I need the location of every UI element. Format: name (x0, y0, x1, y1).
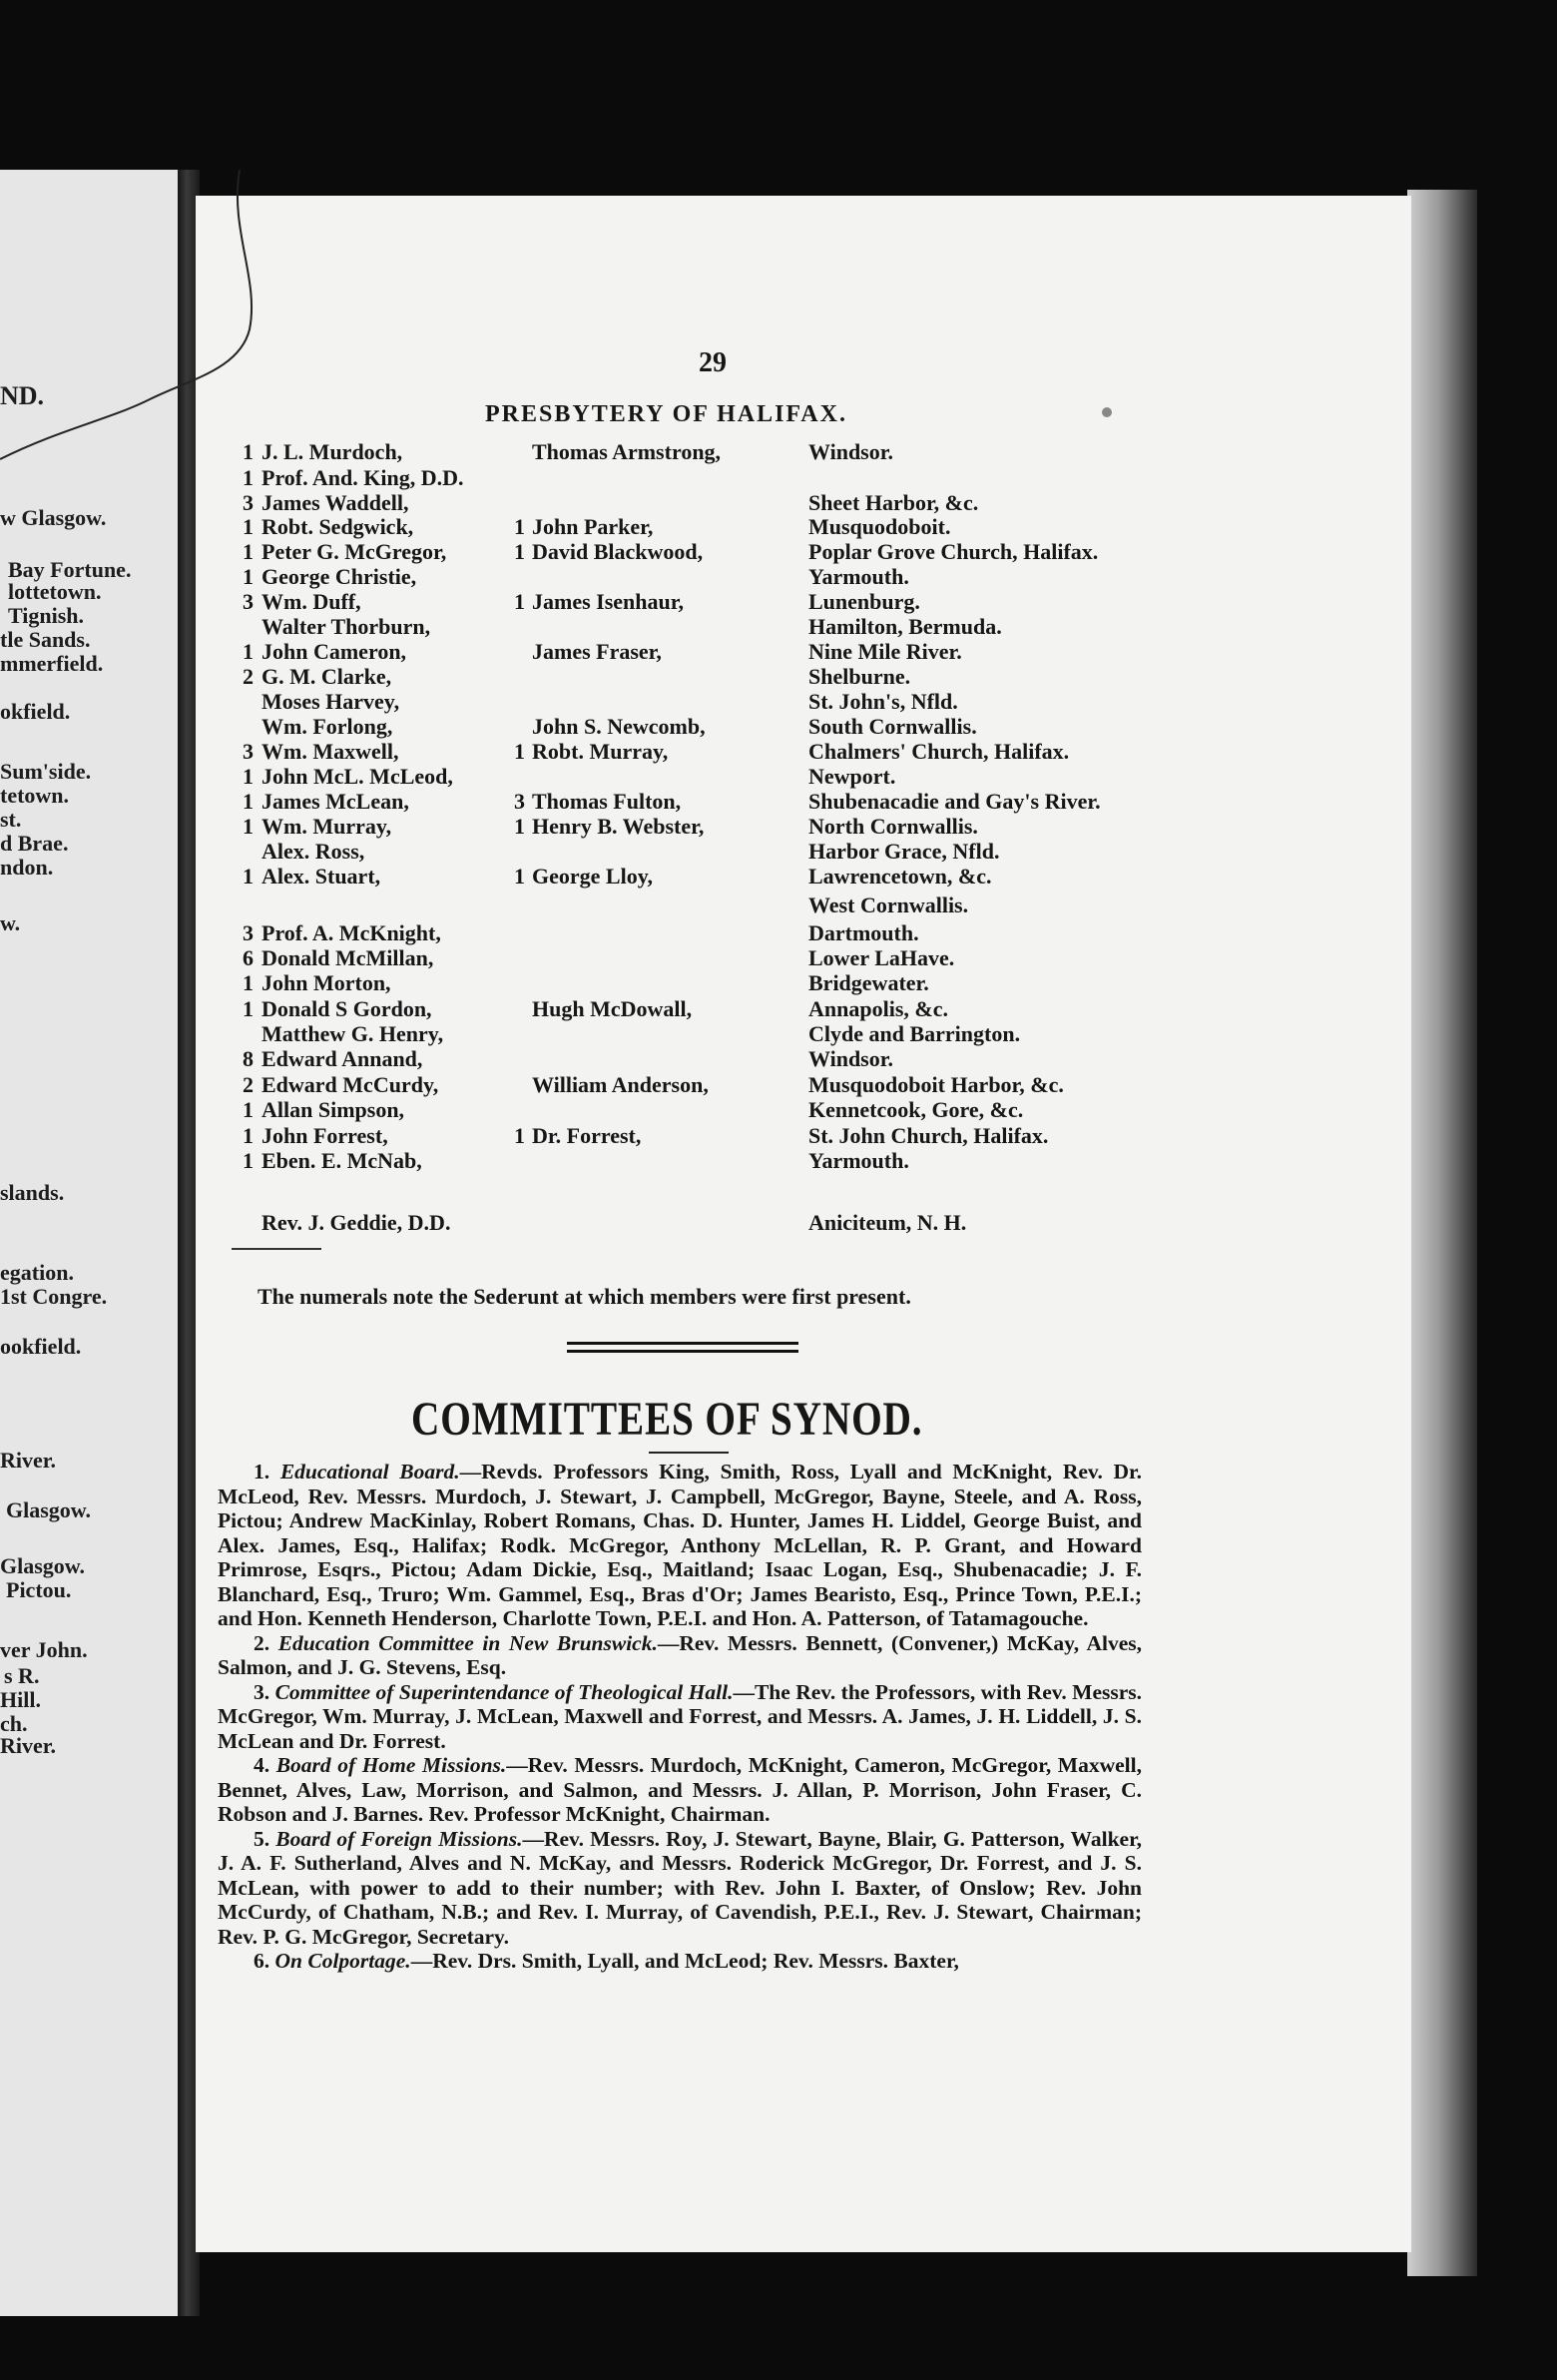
left-page-fragment: ch. (0, 1711, 28, 1736)
committee-entry (218, 1680, 1142, 1754)
committee-number: 4. (254, 1753, 276, 1777)
sederunt-number: 6 (243, 945, 254, 970)
charge-place: Annapolis, &c. (808, 996, 948, 1021)
charge-place: Yarmouth. (808, 1148, 909, 1173)
roster-row (0, 1097, 1397, 1123)
roster-row (0, 764, 1397, 790)
minister-name: Edward Annand, (261, 1046, 423, 1071)
committee-entry (218, 1631, 1142, 1680)
roster-row (0, 465, 1397, 491)
roster-row (0, 539, 1397, 565)
committee-members: —Rev. Messrs. Bennett, (Convener,) McKay, Alves, Salmon, and J. G. Stevens, Esq. (218, 1630, 1142, 1679)
charge-place: Shelburne. (808, 664, 911, 689)
minister-name: George Lloy, (532, 864, 653, 889)
charge-place: Clyde and Barrington. (808, 1021, 1021, 1046)
minister-name: Edward McCurdy, (261, 1072, 439, 1097)
left-page-fragment: 1st Congre. (0, 1284, 108, 1309)
minister-name: Peter G. McGregor, (261, 539, 447, 564)
sederunt-number: 3 (243, 589, 254, 614)
page-number: 29 (699, 347, 727, 378)
sederunt-number: 1 (243, 996, 254, 1021)
double-rule-top (567, 1342, 798, 1345)
minister-name: Thomas Armstrong, (532, 439, 722, 464)
committee-entry (218, 1460, 1142, 1631)
committee-members: —The Rev. the Professors, with Rev. Messrs. McGregor, Wm. Murray, J. McLean, Maxwell and Forrest, and Messrs. A. James, J. H. Liddell, J. S. McLean and Dr. Forrest. (218, 1679, 1143, 1753)
sederunt-number: 1 (243, 539, 254, 564)
left-page-fragment: River. (0, 1448, 57, 1473)
minister-name: James Isenhaur, (532, 589, 684, 614)
roster-row (0, 564, 1397, 590)
roster-row (0, 996, 1397, 1022)
minister-name: Robt. Sedgwick, (261, 514, 414, 539)
roster-row (0, 864, 1397, 890)
left-page-fragment: lottetown. (8, 579, 102, 604)
roster-row (0, 789, 1397, 815)
charge-place: Lawrencetown, &c. (808, 864, 992, 889)
charge-place: Kennetcook, Gore, &c. (808, 1097, 1024, 1122)
left-page-fragment: Hill. (0, 1687, 41, 1712)
minister-name: Donald McMillan, (261, 945, 434, 970)
charge-place: Lower LaHave. (808, 945, 955, 970)
minister-name: John S. Newcomb, (532, 714, 706, 739)
charge-place: Yarmouth. (808, 564, 909, 589)
committee-title: Board of Foreign Missions. (275, 1826, 523, 1851)
sederunt-number: 1 (243, 970, 254, 995)
minister-name: Rev. J. Geddie, D.D. (261, 1210, 451, 1235)
sederunt-number: 1 (243, 764, 254, 789)
sederunt-number: 1 (514, 814, 525, 839)
ink-spot (1102, 407, 1112, 417)
roster-row (0, 664, 1397, 690)
roster-row (0, 814, 1397, 840)
roster-row (0, 945, 1397, 971)
sederunt-number: 3 (514, 789, 525, 814)
minister-name: G. M. Clarke, (261, 664, 392, 689)
left-page-fragment: w Glasgow. (0, 505, 107, 530)
minister-name: John Parker, (532, 514, 654, 539)
minister-name: Alex. Stuart, (261, 864, 381, 889)
charge-place: Bridgewater. (808, 970, 929, 995)
sederunt-number: 8 (243, 1046, 254, 1071)
committee-members: —Rev. Messrs. Roy, J. Stewart, Bayne, Blair, G. Patterson, Walker, J. A. F. Sutherland, Alves and N. McKay, and Messrs. Roderick McGregor, Dr. Forrest, and J. S. McLean, with power to add to their number; with Rev. John I. Baxter, of Onslow; Rev. John McCurdy, of Chatham, N.B.; and Rev. I. Murray, of Cavendish, P.E.I., Rev. J. Stewart, Chairman; Rev. P. G. McGregor, Secretary. (218, 1826, 1143, 1949)
sederunt-number: 1 (243, 789, 254, 814)
left-page-fragment: ndon. (0, 855, 54, 880)
charge-place: Shubenacadie and Gay's River. (808, 789, 1101, 814)
roster-row (0, 614, 1397, 640)
committee-title: Education Committee in New Brunswick. (277, 1630, 658, 1655)
double-rule-bottom (567, 1350, 798, 1353)
roster-row (0, 892, 1397, 918)
sederunt-number: 1 (514, 739, 525, 764)
sederunt-number: 1 (243, 439, 254, 464)
roster-row (0, 689, 1397, 715)
page-edge-shadow (1407, 190, 1477, 2276)
minister-name: Prof. And. King, D.D. (261, 465, 464, 490)
sederunt-number: 1 (514, 539, 525, 564)
committee-title: On Colportage. (274, 1949, 411, 1973)
sederunt-number: 1 (514, 864, 525, 889)
charge-place: St. John's, Nfld. (808, 689, 958, 714)
charge-place: Chalmers' Church, Halifax. (808, 739, 1070, 764)
title-underline (649, 1452, 729, 1454)
minister-name: Wm. Murray, (261, 814, 392, 839)
left-page-fragment: okfield. (0, 699, 71, 724)
minister-name: Robt. Murray, (532, 739, 669, 764)
sederunt-number: 3 (243, 739, 254, 764)
committee-members: —Revds. Professors King, Smith, Ross, Lyall and McKnight, Rev. Dr. McLeod, Rev. Messrs. Murdoch, J. Stewart, J. Campbell, McGregor, Bayne, Steele, and A. Ross, Pictou; Andrew MacKinlay, Robert Romans, Chas. D. Hunter, James H. Liddel, George Buist, and Alex. James, Esq., Halifax; Rodk. McGregor, Anthony McLellan, R. P. Grant, and Howard Primrose, Esqrs., Pictou; Adam Dickie, Esq., Maitland; Isaac Logan, Esq., Shubenacadie; J. F. Blanchard, Esq., Truro; Wm. Gammel, Esq., Bras d'Or; James Bearisto, Esq., Prince Town, P.E.I.; and Hon. Kenneth Henderson, Charlotte Town, P.E.I. and Hon. A. Patterson, of Tatamagouche. (218, 1460, 1142, 1630)
sederunt-number: 1 (243, 564, 254, 589)
minister-name: Henry B. Webster, (532, 814, 705, 839)
left-page-fragment: Sum'side. (0, 759, 92, 784)
left-page-fragment: Pictou. (6, 1577, 72, 1602)
left-page-fragment: Bay Fortune. (8, 557, 132, 582)
sederunt-number: 1 (243, 465, 254, 490)
roster-row (0, 1021, 1397, 1047)
committees-text (218, 1460, 1142, 1974)
committee-number: 3. (254, 1679, 275, 1704)
committee-number: 2. (254, 1630, 278, 1655)
roster-row (0, 490, 1397, 516)
left-page-fragment: st. (0, 807, 22, 832)
committee-entry (218, 1827, 1142, 1950)
sederunt-number: 1 (243, 1097, 254, 1122)
roster-row (0, 639, 1397, 665)
minister-name: Walter Thorburn, (261, 614, 431, 639)
minister-name: J. L. Murdoch, (261, 439, 403, 464)
left-page-fragment: egation. (0, 1260, 74, 1285)
minister-name: John Forrest, (261, 1123, 388, 1148)
roster-row (0, 1072, 1397, 1098)
committee-number: 1. (254, 1460, 280, 1484)
committee-entry (218, 1949, 1142, 1974)
left-page-fragment: slands. (0, 1180, 65, 1205)
committee-members: —Rev. Drs. Smith, Lyall, and McLeod; Rev. Messrs. Baxter, (410, 1949, 959, 1973)
minister-name: John Cameron, (261, 639, 407, 664)
minister-name: Donald S Gordon, (261, 996, 432, 1021)
charge-place: North Cornwallis. (808, 814, 978, 839)
roster-row (0, 714, 1397, 740)
minister-name: David Blackwood, (532, 539, 704, 564)
minister-name: Moses Harvey, (261, 689, 400, 714)
minister-name: George Christie, (261, 564, 417, 589)
charge-place: Musquodoboit Harbor, &c. (808, 1072, 1064, 1097)
roster-row (0, 589, 1397, 615)
sederunt-number: 1 (243, 864, 254, 889)
charge-place: Musquodoboit. (808, 514, 951, 539)
charge-place: St. John Church, Halifax. (808, 1123, 1049, 1148)
left-page-fragment: River. (0, 1733, 57, 1758)
charge-place: Lunenburg. (808, 589, 920, 614)
charge-place: Windsor. (808, 1046, 893, 1071)
minister-name: James Fraser, (532, 639, 662, 664)
charge-place: Dartmouth. (808, 920, 919, 945)
left-page-fragment: d Brae. (0, 831, 69, 856)
minister-name: William Anderson, (532, 1072, 709, 1097)
roster-row (0, 839, 1397, 865)
minister-name: Matthew G. Henry, (261, 1021, 444, 1046)
charge-place: Hamilton, Bermuda. (808, 614, 1002, 639)
sederunt-number: 1 (243, 814, 254, 839)
minister-name: Wm. Duff, (261, 589, 361, 614)
committee-title: Committee of Superintendance of Theological Hall. (274, 1679, 734, 1704)
roster-row (0, 1123, 1397, 1149)
minister-name: Allan Simpson, (261, 1097, 405, 1122)
minister-name: John McL. McLeod, (261, 764, 453, 789)
committee-title: Board of Home Missions. (275, 1753, 507, 1777)
charge-place: Harbor Grace, Nfld. (808, 839, 1000, 864)
sederunt-number: 1 (243, 514, 254, 539)
left-page-fragment: ND. (0, 381, 45, 410)
left-page-fragment: Glasgow. (6, 1497, 91, 1522)
charge-place: Nine Mile River. (808, 639, 962, 664)
committee-title: Educational Board. (279, 1460, 460, 1484)
roster-row (0, 1046, 1397, 1072)
sederunt-number: 3 (243, 490, 254, 515)
left-page-fragment: s R. (4, 1663, 40, 1688)
sederunt-number: 2 (243, 1072, 254, 1097)
roster-row (0, 1148, 1397, 1174)
charge-place: Poplar Grove Church, Halifax. (808, 539, 1099, 564)
committee-number: 6. (254, 1949, 275, 1973)
committees-title: COMMITTEES OF SYNOD. (411, 1393, 923, 1446)
sederunt-number: 1 (243, 1148, 254, 1173)
charge-place: West Cornwallis. (808, 892, 969, 917)
presbytery-title: PRESBYTERY OF HALIFAX. (485, 401, 847, 427)
sederunt-number: 1 (243, 639, 254, 664)
left-page-fragment: w. (0, 910, 21, 935)
left-page-fragment: Tignish. (8, 603, 85, 628)
left-page-fragment: ookfield. (0, 1334, 82, 1359)
left-page-fragment: Glasgow. (0, 1553, 85, 1578)
sederunt-number: 3 (243, 920, 254, 945)
roster-row (0, 1210, 1397, 1236)
minister-name: Alex. Ross, (261, 839, 365, 864)
roster-row (0, 970, 1397, 996)
minister-name: Thomas Fulton, (532, 789, 682, 814)
sederunt-number: 1 (514, 589, 525, 614)
divider (232, 1248, 321, 1250)
page-curl-line (0, 170, 260, 469)
charge-place: Windsor. (808, 439, 893, 464)
sederunt-number: 1 (514, 1123, 525, 1148)
minister-name: James McLean, (261, 789, 409, 814)
committee-number: 5. (254, 1826, 276, 1851)
left-page-fragment: tetown. (0, 783, 70, 808)
committee-entry (218, 1753, 1142, 1827)
left-page-fragment: tle Sands. (0, 627, 91, 652)
charge-place: Aniciteum, N. H. (808, 1210, 967, 1235)
roster-row (0, 1174, 1397, 1200)
charge-place: South Cornwallis. (808, 714, 977, 739)
committee-members: —Rev. Messrs. Murdoch, McKnight, Cameron, McGregor, Maxwell, Bennet, Alves, Law, Morrison, and Salmon, and Messrs. J. Allan, P. Morrison, John Fraser, C. Robson and J. Barnes. Rev. Professor McKnight, Chairman. (218, 1753, 1142, 1826)
roster-row (0, 739, 1397, 765)
minister-name: Eben. E. McNab, (261, 1148, 422, 1173)
roster-row (0, 920, 1397, 946)
left-page-fragment: ver John. (0, 1637, 88, 1662)
minister-name: Wm. Forlong, (261, 714, 393, 739)
roster-row (0, 514, 1397, 540)
minister-name: Dr. Forrest, (532, 1123, 642, 1148)
sederunt-number: 1 (514, 514, 525, 539)
sederunt-note: The numerals note the Sederunt at which members were first present. (258, 1284, 911, 1309)
minister-name: James Waddell, (261, 490, 409, 515)
sederunt-number: 2 (243, 664, 254, 689)
minister-name: John Morton, (261, 970, 391, 995)
roster-row (0, 439, 1397, 465)
charge-place: Newport. (808, 764, 896, 789)
minister-name: Hugh McDowall, (532, 996, 693, 1021)
minister-name: Prof. A. McKnight, (261, 920, 441, 945)
charge-place: Sheet Harbor, &c. (808, 490, 979, 515)
left-page-fragment: mmerfield. (0, 651, 104, 676)
sederunt-number: 1 (243, 1123, 254, 1148)
minister-name: Wm. Maxwell, (261, 739, 399, 764)
